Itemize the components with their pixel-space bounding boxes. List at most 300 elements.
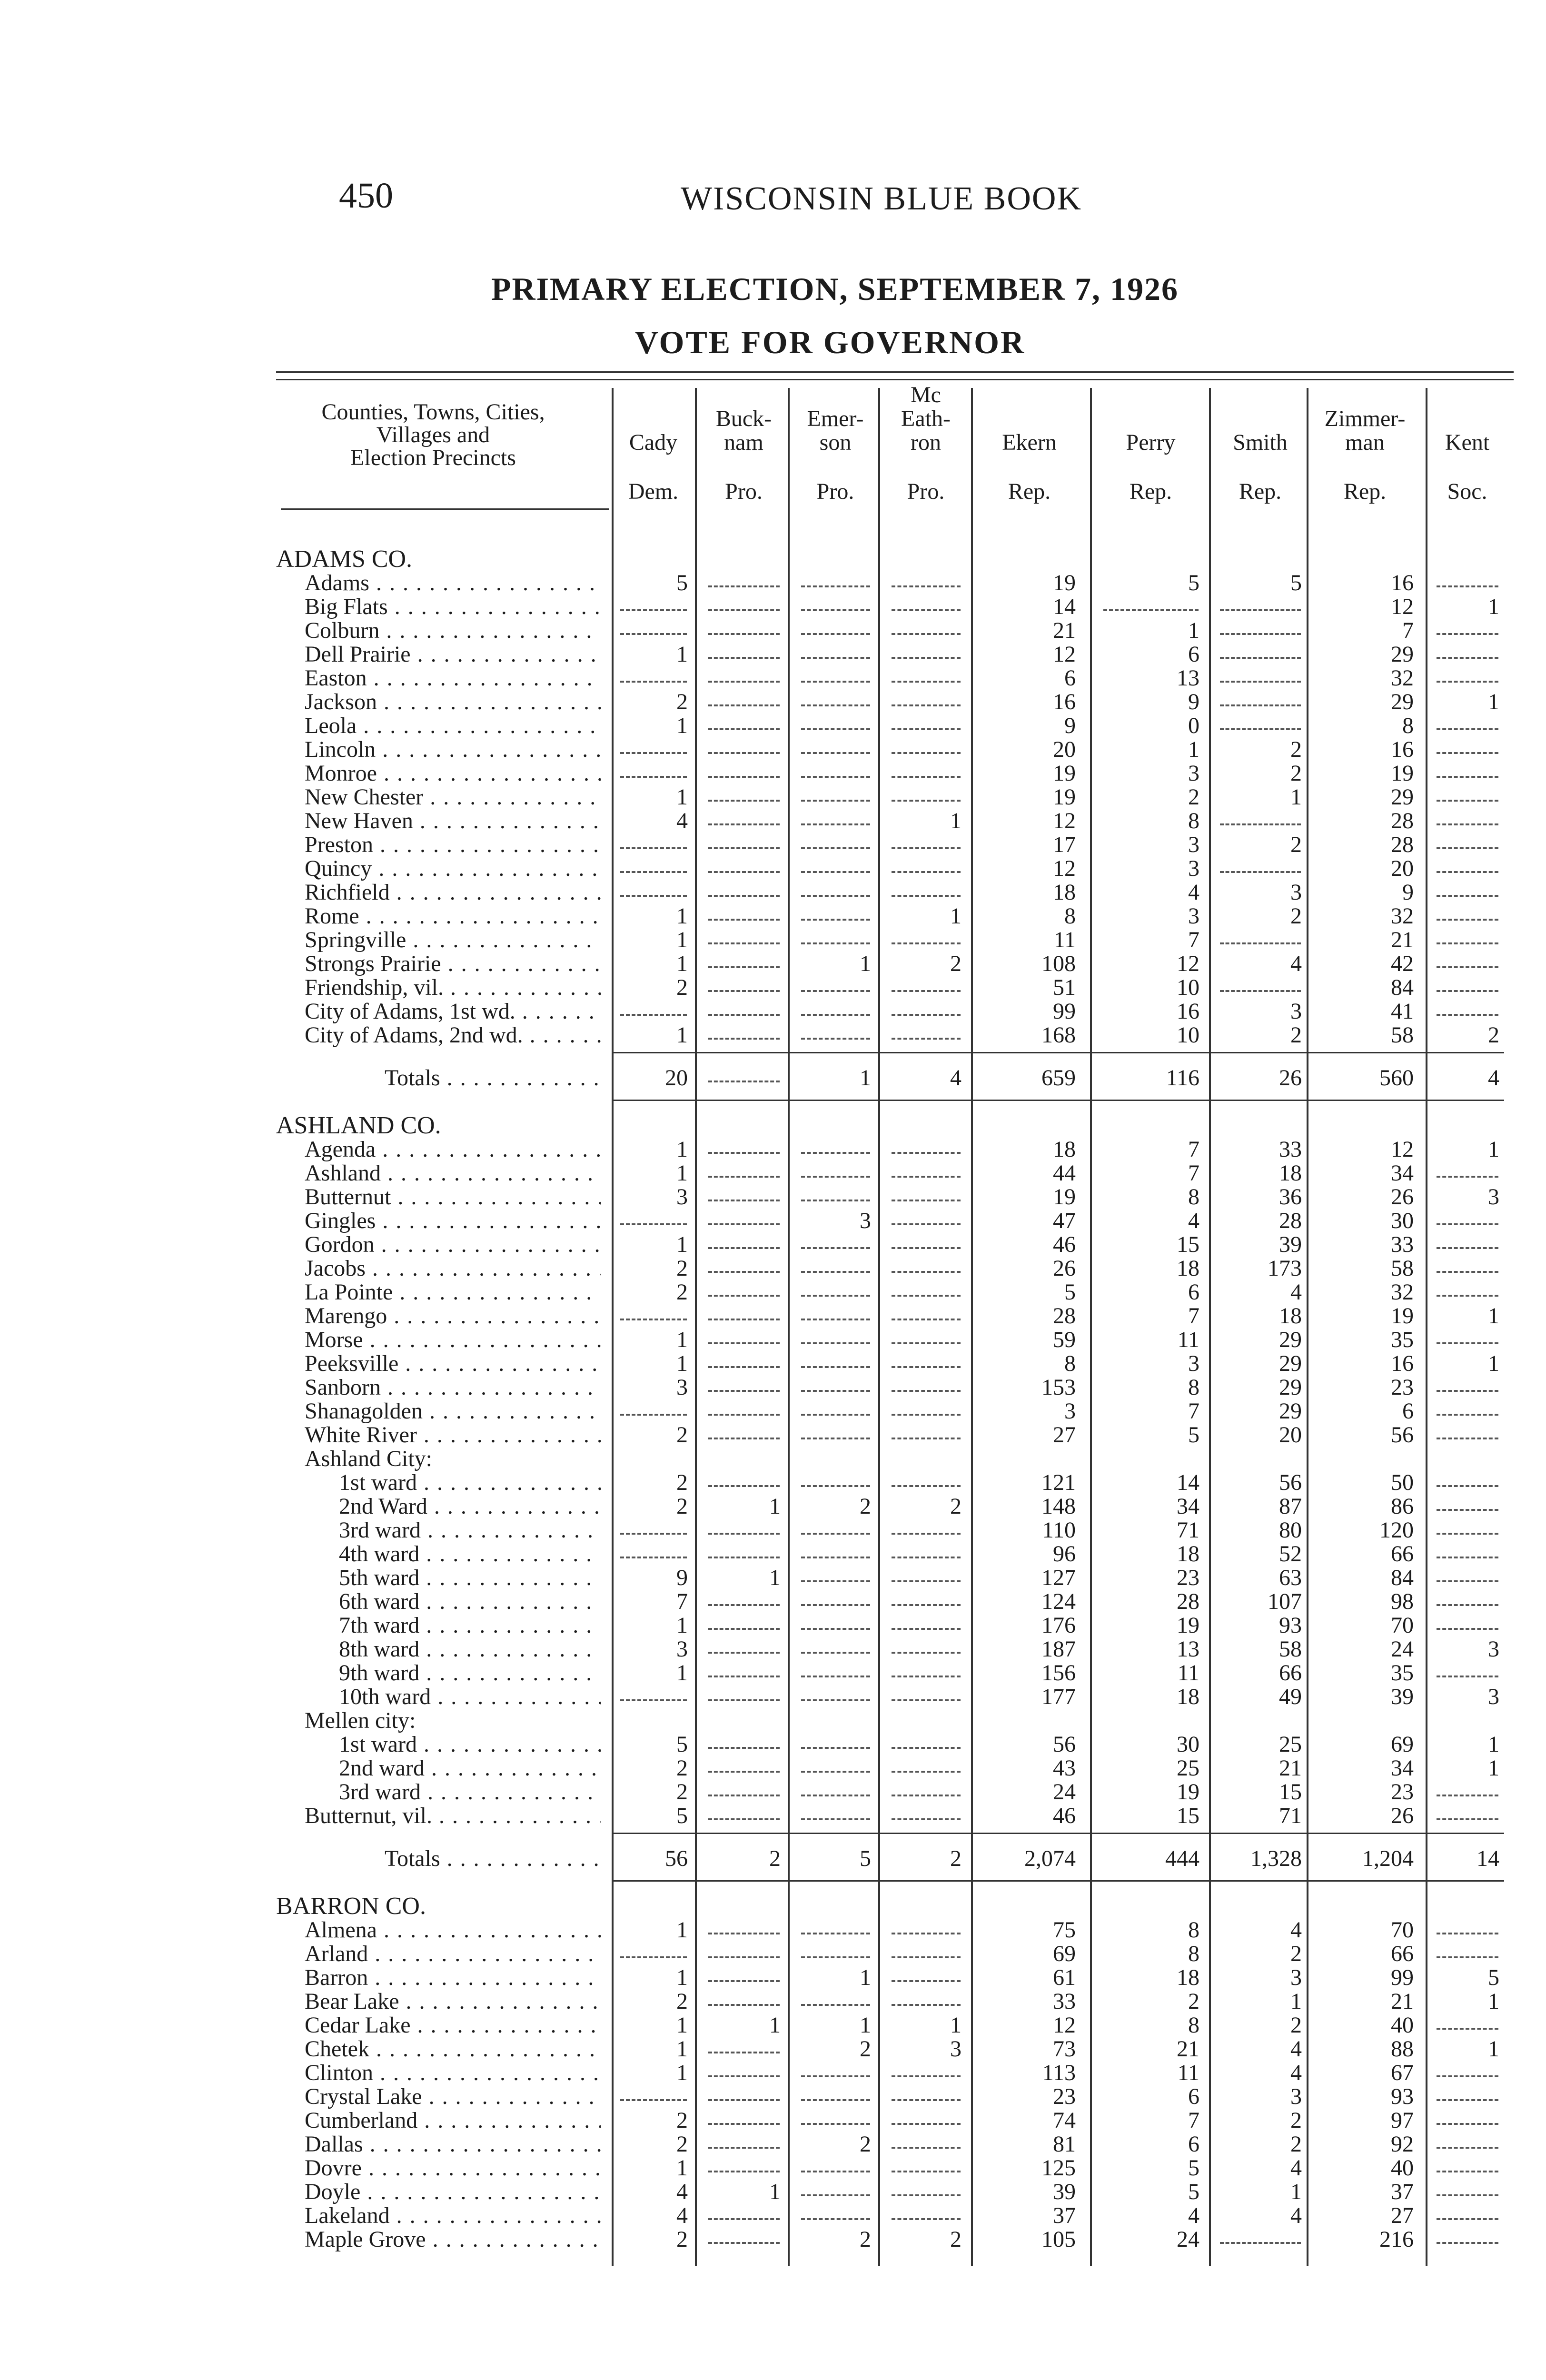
- vote-count: 23: [1053, 2084, 1076, 2109]
- precinct-row: [0, 1966, 1546, 1990]
- candidate-name: Perry: [1126, 430, 1176, 455]
- vote-count: 71: [1279, 1803, 1302, 1828]
- vote-count: 28: [1279, 1208, 1302, 1233]
- precinct-row: [0, 1942, 1546, 1966]
- vote-count: 2: [769, 1846, 781, 1871]
- precinct-row: [0, 976, 1546, 1000]
- empty-vote-cell: [620, 681, 687, 683]
- empty-vote-cell: [708, 1152, 780, 1154]
- vote-count: 3: [950, 2036, 961, 2062]
- vote-count: 1,204: [1362, 1846, 1414, 1871]
- vote-count: 23: [1391, 1779, 1414, 1805]
- empty-vote-cell: [708, 1956, 780, 1958]
- vote-count: 32: [1391, 903, 1414, 929]
- precinct-row: [0, 1918, 1546, 1942]
- empty-vote-cell: [1437, 2123, 1498, 2125]
- empty-vote-cell: [801, 681, 870, 683]
- vote-count: 2: [860, 1494, 871, 1519]
- precinct-name: Lakeland . . .: [305, 2204, 601, 2228]
- vote-count: 1,328: [1250, 1846, 1302, 1871]
- vote-count: 3: [1290, 1965, 1302, 1990]
- empty-vote-cell: [892, 2075, 961, 2077]
- empty-vote-cell: [708, 1081, 780, 1082]
- vote-count: 2: [950, 2227, 961, 2252]
- county-heading: [0, 1114, 1546, 1138]
- empty-vote-cell: [1437, 1795, 1498, 1796]
- totals-label: Totals . . .: [385, 1066, 601, 1090]
- empty-vote-cell: [801, 609, 870, 611]
- vote-count: 30: [1177, 1732, 1199, 1757]
- empty-vote-cell: [801, 1956, 870, 1958]
- empty-vote-cell: [708, 800, 780, 802]
- vote-count: 4: [1188, 880, 1199, 905]
- empty-vote-cell: [708, 1628, 780, 1630]
- vote-count: 27: [1053, 1422, 1076, 1448]
- vote-count: 3: [1188, 856, 1199, 881]
- empty-vote-cell: [892, 2004, 961, 2006]
- precinct-name: Dell Prairie . . .: [305, 643, 601, 666]
- empty-vote-cell: [801, 823, 870, 825]
- precinct-name: 6th ward . . .: [339, 1590, 601, 1614]
- party-label: Dem.: [628, 479, 679, 504]
- vote-count: 13: [1177, 665, 1199, 691]
- precinct-row: [0, 785, 1546, 809]
- empty-vote-cell: [801, 1628, 870, 1630]
- vote-count: 34: [1177, 1494, 1199, 1519]
- vote-count: 73: [1053, 2036, 1076, 2062]
- empty-vote-cell: [892, 1699, 961, 1701]
- empty-vote-cell: [801, 1933, 870, 1934]
- vote-count: 3: [1290, 999, 1302, 1024]
- precinct-row: [0, 1518, 1546, 1542]
- precinct-row: [0, 2180, 1546, 2204]
- vote-count: 30: [1391, 1208, 1414, 1233]
- vote-count: 1: [1488, 1732, 1499, 1757]
- vote-count: 21: [1177, 2036, 1199, 2062]
- precinct-row: [0, 1376, 1546, 1399]
- empty-vote-cell: [1437, 2147, 1498, 2149]
- precinct-row: [0, 595, 1546, 619]
- vote-count: 2: [676, 1494, 688, 1519]
- empty-vote-cell: [1437, 847, 1498, 849]
- vote-count: 1: [676, 2060, 688, 2085]
- vote-count: 39: [1053, 2179, 1076, 2204]
- precinct-name: Shanagolden . . .: [305, 1399, 601, 1423]
- vote-count: 1: [676, 1137, 688, 1162]
- vote-count: 6: [1188, 642, 1199, 667]
- empty-vote-cell: [708, 2075, 780, 2077]
- vote-count: 1: [769, 1565, 781, 1590]
- vote-count: 1: [1488, 1303, 1499, 1329]
- empty-vote-cell: [892, 1652, 961, 1654]
- vote-count: 81: [1053, 2132, 1076, 2157]
- empty-vote-cell: [801, 2123, 870, 2125]
- vote-count: 19: [1391, 1303, 1414, 1329]
- precinct-name: Quincy . . .: [305, 857, 601, 881]
- empty-vote-cell: [892, 990, 961, 992]
- vote-count: 14: [1177, 1470, 1199, 1495]
- empty-vote-cell: [892, 1319, 961, 1320]
- county-name: ASHLAND CO.: [276, 1114, 441, 1138]
- precinct-name: Jacobs . . .: [305, 1257, 601, 1280]
- empty-vote-cell: [708, 2147, 780, 2149]
- vote-count: 14: [1053, 594, 1076, 619]
- vote-count: 11: [1053, 927, 1076, 952]
- empty-vote-cell: [892, 1933, 961, 1934]
- vote-count: 0: [1188, 713, 1199, 738]
- empty-vote-cell: [801, 2171, 870, 2172]
- empty-vote-cell: [801, 2218, 870, 2220]
- empty-vote-cell: [892, 1176, 961, 1178]
- precinct-name: Cumberland . . .: [305, 2109, 601, 2132]
- precinct-row: [0, 952, 1546, 976]
- empty-vote-cell: [708, 681, 780, 683]
- vote-count: 13: [1177, 1636, 1199, 1662]
- precinct-name: Chetek . . .: [305, 2037, 601, 2061]
- empty-vote-cell: [620, 1319, 687, 1320]
- precinct-row: [0, 2085, 1546, 2109]
- precinct-row: [0, 2132, 1546, 2156]
- vote-count: 8: [1188, 1917, 1199, 1943]
- vote-count: 21: [1053, 618, 1076, 643]
- vote-count: 7: [1188, 927, 1199, 952]
- vote-count: 2: [1290, 2132, 1302, 2157]
- empty-vote-cell: [892, 1038, 961, 1040]
- empty-vote-cell: [708, 2004, 780, 2006]
- empty-vote-cell: [1220, 681, 1301, 683]
- empty-vote-cell: [708, 1271, 780, 1273]
- empty-vote-cell: [620, 2099, 687, 2101]
- vote-count: 21: [1391, 927, 1414, 952]
- vote-count: 19: [1053, 570, 1076, 595]
- empty-vote-cell: [1437, 1956, 1498, 1958]
- vote-count: 18: [1279, 1160, 1302, 1186]
- vote-count: 4: [1188, 1208, 1199, 1233]
- vote-count: 56: [665, 1846, 688, 1871]
- vote-count: 7: [1188, 2108, 1199, 2133]
- empty-vote-cell: [708, 585, 780, 587]
- precinct-row: [0, 1990, 1546, 2013]
- empty-vote-cell: [801, 1390, 870, 1392]
- vote-count: 16: [1391, 737, 1414, 762]
- vote-count: 2: [676, 975, 688, 1000]
- precinct-row: [0, 1804, 1546, 1828]
- sub-heading: [0, 1447, 1546, 1471]
- empty-vote-cell: [708, 752, 780, 754]
- place-header-line: Counties, Towns, Cities,: [321, 399, 545, 425]
- vote-count: 56: [1391, 1422, 1414, 1448]
- empty-vote-cell: [708, 1014, 780, 1016]
- empty-vote-cell: [892, 800, 961, 802]
- vote-count: 69: [1053, 1941, 1076, 1966]
- empty-vote-cell: [801, 1771, 870, 1773]
- vote-count: 10: [1177, 1022, 1199, 1048]
- empty-vote-cell: [708, 895, 780, 897]
- vote-count: 113: [1042, 2060, 1076, 2085]
- precinct-name: Gingles . . .: [305, 1209, 601, 1233]
- precinct-row: [0, 809, 1546, 833]
- precinct-row: [0, 1304, 1546, 1328]
- vote-count: 7: [676, 1589, 688, 1614]
- precinct-name: Barron . . .: [305, 1966, 601, 1990]
- party-label: Pro.: [816, 479, 854, 504]
- precinct-name: Adams . . .: [305, 571, 601, 595]
- precinct-name: Colburn . . .: [305, 619, 601, 643]
- vote-count: 61: [1053, 1965, 1076, 1990]
- precinct-name: Dallas . . .: [305, 2132, 601, 2156]
- empty-vote-cell: [892, 2099, 961, 2101]
- empty-vote-cell: [708, 1676, 780, 1677]
- vote-count: 177: [1041, 1684, 1076, 1709]
- precinct-row: [0, 2228, 1546, 2251]
- vote-count: 71: [1177, 1517, 1199, 1543]
- running-head: WISCONSIN BLUE BOOK: [681, 180, 1082, 217]
- county-heading: [0, 1894, 1546, 1918]
- totals-rule: [612, 1833, 1504, 1834]
- empty-vote-cell: [1437, 1580, 1498, 1582]
- empty-vote-cell: [801, 2075, 870, 2077]
- empty-vote-cell: [1437, 1247, 1498, 1249]
- precinct-name: Leola . . .: [305, 714, 601, 738]
- vote-count: 4: [676, 808, 688, 833]
- vote-count: 2: [950, 1494, 961, 1519]
- empty-vote-cell: [892, 871, 961, 873]
- empty-vote-cell: [1437, 2028, 1498, 2030]
- empty-vote-cell: [801, 1604, 870, 1606]
- vote-count: 1: [1188, 737, 1199, 762]
- empty-vote-cell: [892, 704, 961, 706]
- empty-vote-cell: [708, 1319, 780, 1320]
- vote-count: 1: [676, 2155, 688, 2181]
- vote-count: 3: [1290, 2084, 1302, 2109]
- empty-vote-cell: [892, 1295, 961, 1297]
- empty-vote-cell: [801, 2004, 870, 2006]
- vote-count: 1: [676, 951, 688, 976]
- vote-count: 2: [676, 2132, 688, 2157]
- vote-count: 18: [1053, 880, 1076, 905]
- precinct-row: [0, 690, 1546, 714]
- vote-count: 2: [1290, 761, 1302, 786]
- precinct-row: [0, 1495, 1546, 1518]
- empty-vote-cell: [708, 1933, 780, 1934]
- vote-count: 93: [1391, 2084, 1414, 2109]
- vote-count: 7: [1188, 1160, 1199, 1186]
- candidate-name: ron: [911, 430, 941, 455]
- empty-vote-cell: [892, 1342, 961, 1344]
- empty-vote-cell: [1437, 2171, 1498, 2172]
- vote-count: 1: [676, 903, 688, 929]
- precinct-row: [0, 2109, 1546, 2132]
- vote-count: 26: [1053, 1256, 1076, 1281]
- precinct-name: Doyle . . .: [305, 2180, 601, 2204]
- precinct-name: Lincoln . . .: [305, 738, 601, 762]
- vote-count: 75: [1053, 1917, 1076, 1943]
- precinct-row: [0, 1138, 1546, 1161]
- empty-vote-cell: [801, 1152, 870, 1154]
- vote-count: 19: [1177, 1613, 1199, 1638]
- empty-vote-cell: [801, 1438, 870, 1439]
- vote-count: 4: [1290, 2036, 1302, 2062]
- precinct-name: Gordon . . .: [305, 1233, 601, 1257]
- empty-vote-cell: [1220, 657, 1301, 659]
- precinct-row: [0, 1161, 1546, 1185]
- empty-vote-cell: [620, 1699, 687, 1701]
- party-label: Pro.: [907, 479, 945, 504]
- vote-count: 18: [1177, 1965, 1199, 1990]
- empty-vote-cell: [708, 776, 780, 778]
- party-label: Rep.: [1129, 479, 1172, 504]
- empty-vote-cell: [708, 704, 780, 706]
- empty-vote-cell: [892, 1628, 961, 1630]
- vote-count: 1: [1188, 618, 1199, 643]
- precinct-row: [0, 1257, 1546, 1280]
- empty-vote-cell: [708, 1247, 780, 1249]
- vote-count: 1: [860, 1065, 871, 1091]
- vote-count: 11: [1177, 2060, 1199, 2085]
- empty-vote-cell: [1437, 871, 1498, 873]
- empty-vote-cell: [1437, 1295, 1498, 1297]
- precinct-row: [0, 833, 1546, 857]
- precinct-name: 5th ward . . .: [339, 1566, 601, 1590]
- empty-vote-cell: [1220, 609, 1301, 611]
- empty-vote-cell: [892, 1771, 961, 1773]
- empty-vote-cell: [1437, 776, 1498, 778]
- vote-count: 1: [1290, 784, 1302, 810]
- vote-count: 87: [1279, 1494, 1302, 1519]
- empty-vote-cell: [892, 1604, 961, 1606]
- empty-vote-cell: [1220, 823, 1301, 825]
- vote-count: 8: [1064, 1351, 1076, 1376]
- vote-count: 5: [1290, 570, 1302, 595]
- empty-vote-cell: [801, 752, 870, 754]
- precinct-row: [0, 1685, 1546, 1709]
- precinct-name: Jackson . . .: [305, 690, 601, 714]
- precinct-name: New Chester . . .: [305, 785, 601, 809]
- empty-vote-cell: [708, 1652, 780, 1654]
- precinct-name: 4th ward . . .: [339, 1542, 601, 1566]
- vote-count: 1: [1488, 1755, 1499, 1781]
- precinct-name: Butternut . . .: [305, 1185, 601, 1209]
- empty-vote-cell: [1220, 2242, 1301, 2244]
- party-label: Rep.: [1008, 479, 1051, 504]
- vote-count: 1: [676, 784, 688, 810]
- vote-count: 35: [1391, 1660, 1414, 1686]
- vote-count: 25: [1177, 1755, 1199, 1781]
- vote-count: 46: [1053, 1803, 1076, 1828]
- empty-vote-cell: [892, 1557, 961, 1558]
- precinct-row: [0, 1756, 1546, 1780]
- empty-vote-cell: [1437, 1271, 1498, 1273]
- empty-vote-cell: [892, 609, 961, 611]
- vote-count: 3: [676, 1184, 688, 1210]
- empty-vote-cell: [708, 728, 780, 730]
- precinct-name: 10th ward . . .: [339, 1685, 601, 1709]
- vote-count: 156: [1041, 1660, 1076, 1686]
- vote-count: 20: [1391, 856, 1414, 881]
- page-number: 450: [339, 176, 393, 216]
- totals-row: [0, 1066, 1546, 1090]
- vote-count: 6: [1188, 2084, 1199, 2109]
- precinct-name: Monroe . . .: [305, 762, 601, 785]
- vote-count: 46: [1053, 1232, 1076, 1257]
- candidate-name: man: [1345, 430, 1385, 455]
- vote-count: 4: [1290, 2060, 1302, 2085]
- empty-vote-cell: [708, 1038, 780, 1040]
- empty-vote-cell: [801, 2194, 870, 2196]
- empty-vote-cell: [892, 1152, 961, 1154]
- precinct-name: Rome . . .: [305, 904, 601, 928]
- precinct-row: [0, 2037, 1546, 2061]
- empty-vote-cell: [801, 1580, 870, 1582]
- place-header-line: Villages and: [376, 422, 490, 447]
- empty-vote-cell: [1437, 1414, 1498, 1416]
- vote-count: 35: [1391, 1327, 1414, 1352]
- vote-count: 2: [676, 689, 688, 714]
- vote-count: 18: [1053, 1137, 1076, 1162]
- precinct-name: Agenda . . .: [305, 1138, 601, 1161]
- empty-vote-cell: [708, 1980, 780, 1982]
- empty-vote-cell: [1437, 752, 1498, 754]
- precinct-name: 8th ward . . .: [339, 1637, 601, 1661]
- empty-vote-cell: [1437, 1628, 1498, 1630]
- vote-count: 25: [1279, 1732, 1302, 1757]
- precinct-row: [0, 762, 1546, 785]
- precinct-row: [0, 1661, 1546, 1685]
- vote-count: 2: [676, 1279, 688, 1305]
- empty-vote-cell: [1437, 966, 1498, 968]
- vote-count: 42: [1391, 951, 1414, 976]
- vote-count: 29: [1391, 784, 1414, 810]
- vote-count: 49: [1279, 1684, 1302, 1709]
- vote-count: 40: [1391, 2155, 1414, 2181]
- empty-vote-cell: [801, 1485, 870, 1487]
- empty-vote-cell: [801, 847, 870, 849]
- party-label: Pro.: [725, 479, 763, 504]
- vote-count: 37: [1391, 2179, 1414, 2204]
- precinct-row: [0, 1637, 1546, 1661]
- empty-vote-cell: [892, 1271, 961, 1273]
- precinct-name: Big Flats . . .: [305, 595, 601, 619]
- empty-vote-cell: [892, 847, 961, 849]
- precinct-row: [0, 1233, 1546, 1257]
- precinct-name: Maple Grove . . .: [305, 2228, 601, 2251]
- vote-count: 2: [1290, 2013, 1302, 2038]
- vote-count: 176: [1041, 1613, 1076, 1638]
- empty-vote-cell: [1437, 1342, 1498, 1344]
- precinct-name: City of Adams, 1st wd. . . .: [305, 1000, 601, 1023]
- empty-vote-cell: [892, 728, 961, 730]
- vote-count: 1: [769, 1494, 781, 1519]
- empty-vote-cell: [1437, 2242, 1498, 2244]
- vote-count: 216: [1379, 2227, 1414, 2252]
- empty-vote-cell: [801, 585, 870, 587]
- candidate-name: Eath-: [901, 406, 951, 431]
- empty-vote-cell: [892, 1390, 961, 1392]
- vote-count: 148: [1041, 1494, 1076, 1519]
- vote-count: 20: [665, 1065, 688, 1091]
- vote-count: 9: [1402, 880, 1414, 905]
- empty-vote-cell: [708, 823, 780, 825]
- empty-vote-cell: [708, 1223, 780, 1225]
- vote-count: 16: [1177, 999, 1199, 1024]
- empty-vote-cell: [892, 1247, 961, 1249]
- vote-count: 29: [1279, 1375, 1302, 1400]
- vote-count: 9: [1188, 689, 1199, 714]
- empty-vote-cell: [620, 1223, 687, 1225]
- empty-vote-cell: [801, 1038, 870, 1040]
- empty-vote-cell: [801, 1699, 870, 1701]
- empty-vote-cell: [1437, 585, 1498, 587]
